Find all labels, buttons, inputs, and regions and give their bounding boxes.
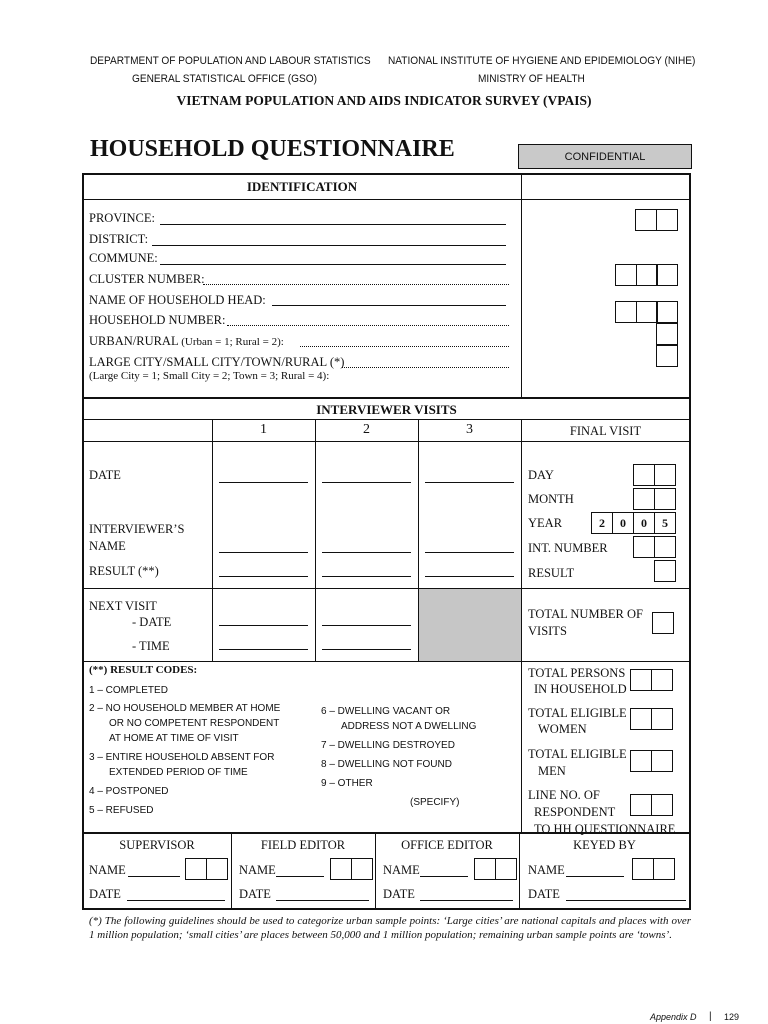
supervisor-heading: SUPERVISOR — [119, 838, 195, 852]
supervisor-name-label: NAME — [89, 863, 126, 877]
codes-line — [83, 661, 690, 662]
int-number-box-1[interactable] — [633, 536, 655, 558]
keyed-by-name-label: NAME — [528, 863, 565, 877]
province-box-1[interactable] — [635, 209, 657, 231]
code-7: 7 – DWELLING DESTROYED — [321, 740, 455, 751]
total-visits-box[interactable] — [652, 612, 674, 634]
urban-rural-field[interactable] — [300, 346, 509, 347]
total-men-1: TOTAL ELIGIBLE — [528, 747, 627, 761]
final-result-box[interactable] — [654, 560, 676, 582]
code-2c: AT HOME AT TIME OF VISIT — [109, 733, 239, 744]
field-editor-date-label: DATE — [239, 887, 271, 901]
visit1-name[interactable] — [219, 552, 308, 553]
urban-rural-label: URBAN/RURAL (Urban = 1; Rural = 2): — [89, 334, 284, 348]
code-5: 5 – REFUSED — [89, 805, 154, 816]
date-label: DATE — [89, 468, 121, 482]
specify-label: (SPECIFY) — [410, 797, 460, 808]
month-box-1[interactable] — [633, 488, 655, 510]
visits-col-line — [83, 441, 690, 442]
id-header-line — [83, 199, 690, 200]
next-visit-line — [83, 588, 690, 589]
interviewer-label-1: INTERVIEWER’S — [89, 522, 185, 536]
office-editor-code-box-2[interactable] — [495, 858, 517, 880]
visit-col-1: 1 — [260, 422, 267, 437]
code-3a: 3 – ENTIRE HOUSEHOLD ABSENT FOR — [89, 752, 275, 763]
code-4: 4 – POSTPONED — [89, 786, 169, 797]
cluster-box-3[interactable] — [656, 264, 678, 286]
keyed-by-heading: KEYED BY — [573, 838, 636, 852]
supervisor-code-box-1[interactable] — [185, 858, 207, 880]
field-editor-heading: FIELD EDITOR — [260, 838, 346, 852]
page-title: HOUSEHOLD QUESTIONNAIRE — [90, 136, 455, 162]
hh-number-field[interactable] — [227, 325, 509, 326]
cluster-box-1[interactable] — [615, 264, 637, 286]
line-no-box-1[interactable] — [630, 794, 652, 816]
visits-top-line — [83, 397, 690, 399]
office-left: GENERAL STATISTICAL OFFICE (GSO) — [132, 73, 317, 85]
final-left — [521, 420, 522, 832]
result-label: RESULT (**) — [89, 564, 159, 578]
total-persons-2: IN HOUSEHOLD — [534, 682, 627, 696]
code-6a: 6 – DWELLING VACANT OR — [321, 706, 451, 717]
visit1-date[interactable] — [219, 482, 308, 483]
final-result-label: RESULT — [528, 566, 575, 580]
field-editor-name-field[interactable] — [276, 876, 324, 877]
code-2b: OR NO COMPETENT RESPONDENT — [109, 718, 280, 729]
identification-heading: IDENTIFICATION — [246, 179, 358, 194]
visit3-name[interactable] — [425, 552, 514, 553]
month-box-2[interactable] — [654, 488, 676, 510]
keyed-by-code-box-1[interactable] — [632, 858, 654, 880]
page-number: 129 — [724, 1012, 740, 1022]
next-visit-label: NEXT VISIT — [89, 599, 157, 613]
district-label: DISTRICT: — [89, 232, 149, 246]
province-field[interactable] — [160, 224, 506, 225]
office-editor-name-field[interactable] — [420, 876, 468, 877]
hh-number-label: HOUSEHOLD NUMBER: — [89, 313, 226, 327]
id-divider — [521, 174, 522, 398]
total-men-2: MEN — [538, 764, 566, 778]
commune-field[interactable] — [160, 264, 506, 265]
city-size-field[interactable] — [342, 367, 509, 368]
province-box-2[interactable] — [656, 209, 678, 231]
hh-number-box-1[interactable] — [615, 301, 637, 323]
cluster-field[interactable] — [203, 284, 509, 285]
office-editor-heading: OFFICE EDITOR — [401, 838, 493, 852]
day-box-2[interactable] — [654, 464, 676, 486]
footnote: (*) The following guidelines should be used to categorize urban sample points: ‘Large cities’ are national capitals and places with over 1 million population; ‘small cities’ are places between 50,000 and 1 million population; remaining urban sample points are ‘towns’. — [89, 915, 691, 941]
shaded-cell — [419, 589, 521, 661]
line-no-3: TO HH QUESTIONNAIRE — [534, 822, 676, 836]
visit-col-2: 2 — [363, 422, 370, 437]
month-label: MONTH — [528, 492, 574, 506]
visit2-name[interactable] — [322, 552, 411, 553]
visit1-next-date[interactable] — [219, 625, 308, 626]
year-digit-2: 0 — [612, 512, 634, 534]
office-editor-date-label: DATE — [383, 887, 415, 901]
dept-right: NATIONAL INSTITUTE OF HYGIENE AND EPIDEMIOLOGY (NIHE) — [388, 55, 696, 67]
year-label: YEAR — [528, 516, 563, 530]
women-box-2[interactable] — [651, 708, 673, 730]
year-digit-1: 2 — [591, 512, 613, 534]
city-size-codes: (Large City = 1; Small City = 2; Town = 3; Rural = 4): — [89, 370, 330, 382]
hh-number-box-2[interactable] — [636, 301, 658, 323]
visits-heading-line — [83, 419, 690, 420]
survey-title: VIETNAM POPULATION AND AIDS INDICATOR SURVEY (VPAIS) — [176, 93, 592, 108]
total-visits-label-1: TOTAL NUMBER OF — [528, 607, 643, 621]
visit2-next-date[interactable] — [322, 625, 411, 626]
men-box-1[interactable] — [630, 750, 652, 772]
total-visits-label-2: VISITS — [528, 624, 567, 638]
year-digit-4: 5 — [654, 512, 676, 534]
hh-number-box-3[interactable] — [656, 301, 678, 323]
line-no-box-2[interactable] — [651, 794, 673, 816]
footer-separator: | — [709, 1011, 712, 1022]
province-label: PROVINCE: — [89, 211, 155, 225]
hh-head-field[interactable] — [272, 305, 506, 306]
next-date-label: - DATE — [132, 615, 172, 629]
supervisor-name-field[interactable] — [128, 876, 180, 877]
keyed-by-code-box-2[interactable] — [653, 858, 675, 880]
line-no-1: LINE NO. OF — [528, 788, 600, 802]
hh-head-label: NAME OF HOUSEHOLD HEAD: — [89, 293, 266, 307]
keyed-by-name-field[interactable] — [566, 876, 624, 877]
women-box-1[interactable] — [630, 708, 652, 730]
field-editor-code-box-1[interactable] — [330, 858, 352, 880]
int-number-label: INT. NUMBER — [528, 541, 608, 555]
code-1: 1 – COMPLETED — [89, 685, 168, 696]
line-no-2: RESPONDENT — [534, 805, 616, 819]
code-9: 9 – OTHER — [321, 778, 373, 789]
visit1-result[interactable] — [219, 576, 308, 577]
visit3-result[interactable] — [425, 576, 514, 577]
col1-left — [212, 420, 213, 662]
urban-rural-codes: (Urban = 1; Rural = 2): — [181, 336, 284, 348]
city-size-label: LARGE CITY/SMALL CITY/TOWN/RURAL (*) — [89, 355, 345, 369]
col2-left — [315, 420, 316, 662]
visit3-date[interactable] — [425, 482, 514, 483]
commune-label: COMMUNE: — [89, 251, 158, 265]
district-field[interactable] — [152, 245, 506, 246]
supervisor-date-label: DATE — [89, 887, 121, 901]
code-8: 8 – DWELLING NOT FOUND — [321, 759, 452, 770]
day-box-1[interactable] — [633, 464, 655, 486]
men-box-2[interactable] — [651, 750, 673, 772]
visit2-date[interactable] — [322, 482, 411, 483]
result-codes-heading: (**) RESULT CODES: — [89, 664, 198, 676]
persons-box-2[interactable] — [651, 669, 673, 691]
cluster-box-2[interactable] — [636, 264, 658, 286]
int-number-box-2[interactable] — [654, 536, 676, 558]
field-editor-name-label: NAME — [239, 863, 276, 877]
code-6b: ADDRESS NOT A DWELLING — [341, 721, 477, 732]
total-women-1: TOTAL ELIGIBLE — [528, 706, 627, 720]
code-3b: EXTENDED PERIOD OF TIME — [109, 767, 248, 778]
city-size-box[interactable] — [656, 345, 678, 367]
visit2-result[interactable] — [322, 576, 411, 577]
keyed-by-date-field[interactable] — [566, 900, 686, 901]
office-editor-name-label: NAME — [383, 863, 420, 877]
persons-box-1[interactable] — [630, 669, 652, 691]
field-editor-date-field[interactable] — [276, 900, 369, 901]
next-time-label: - TIME — [132, 639, 170, 653]
keyed-by-date-label: DATE — [528, 887, 560, 901]
visit1-next-time[interactable] — [219, 649, 308, 650]
confidential-badge: CONFIDENTIAL — [518, 144, 692, 169]
visit-col-3: 3 — [466, 422, 473, 437]
final-visit-heading: FINAL VISIT — [569, 424, 642, 438]
year-digit-3: 0 — [633, 512, 655, 534]
supervisor-date-field[interactable] — [127, 900, 225, 901]
dept-left: DEPARTMENT OF POPULATION AND LABOUR STATISTICS — [90, 55, 371, 67]
appendix-label: Appendix D — [650, 1012, 697, 1022]
total-persons-1: TOTAL PERSONS — [528, 666, 626, 680]
office-editor-date-field[interactable] — [420, 900, 513, 901]
code-2a: 2 – NO HOUSEHOLD MEMBER AT HOME — [89, 703, 281, 714]
supervisor-code-box-2[interactable] — [206, 858, 228, 880]
interviewer-label-2: NAME — [89, 539, 126, 553]
visits-heading: INTERVIEWER VISITS — [316, 402, 457, 417]
office-right: MINISTRY OF HEALTH — [478, 73, 585, 85]
visit2-next-time[interactable] — [322, 649, 411, 650]
office-editor-code-box-1[interactable] — [474, 858, 496, 880]
urban-rural-box[interactable] — [656, 323, 678, 345]
field-editor-code-box-2[interactable] — [351, 858, 373, 880]
cluster-label: CLUSTER NUMBER: — [89, 272, 205, 286]
total-women-2: WOMEN — [538, 722, 587, 736]
day-label: DAY — [528, 468, 554, 482]
